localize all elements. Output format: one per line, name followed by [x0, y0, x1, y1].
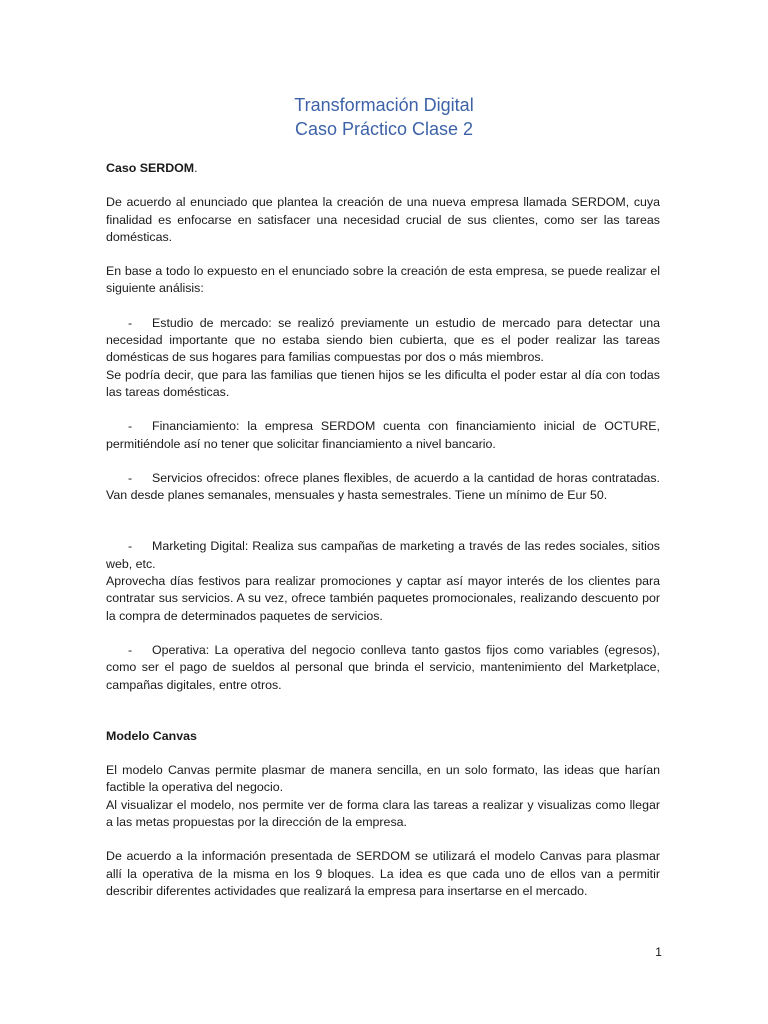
bullet-continuation: Aprovecha días festivos para realizar promociones y captar así mayor interés de los clientes para contratar sus servicios. A su vez, ofrece también paquetes promocionales, realizando descuento por la compra de determinados paquetes de servicios. — [106, 574, 660, 623]
section-heading-canvas: Modelo Canvas — [106, 728, 197, 743]
page-number: 1 — [655, 945, 662, 959]
document-body — [106, 160, 660, 900]
bullet-text: Servicios ofrecidos: ofrece planes flexibles, de acuerdo a la cantidad de horas contratadas. Van desde planes semanales, mensuales y hasta semestrales. Tiene un mínimo de Eur 50. — [106, 470, 660, 503]
paragraph-analysis-intro: En base a todo lo expuesto en el enunciado sobre la creación de esta empresa, se puede realizar el siguiente análisis: — [106, 264, 660, 296]
section-heading-caso — [106, 160, 660, 177]
title-line-2: Caso Práctico Clase 2 — [294, 119, 474, 139]
bullet-item — [106, 642, 660, 694]
heading-text: Caso SERDOM — [106, 161, 195, 175]
bullet-dash: - — [128, 315, 133, 330]
bullet-item — [106, 315, 660, 367]
bullet-dash: - — [128, 470, 133, 485]
heading-period: . — [194, 161, 198, 175]
paragraph-canvas-intro: El modelo Canvas permite plasmar de manera sencilla, en un solo formato, las ideas que harían factible la operativa del negocio. — [106, 763, 660, 795]
bullet-text: Estudio de mercado: se realizó previamente un estudio de mercado para detectar una necesidad importante que no estaba siendo bien cubierta, que es el poder realizar las tareas domésticas de sus hogares para familias compuestas por dos o más miembros. — [106, 315, 660, 365]
paragraph-intro: De acuerdo al enunciado que plantea la creación de una nueva empresa llamada SERDOM, cuya finalidad es enfocarse en satisfacer una necesidad crucial de sus clientes, como ser las tareas domésticas. — [106, 195, 660, 244]
bullet-item — [106, 538, 660, 573]
bullet-continuation: Se podría decir, que para las familias que tienen hijos se les dificulta el poder estar al día con todas las tareas domésticas. — [106, 367, 660, 399]
bullet-dash: - — [128, 642, 133, 657]
bullet-dash: - — [128, 419, 133, 434]
paragraph-canvas-blocks: De acuerdo a la información presentada de SERDOM se utilizará el modelo Canvas para plasmar allí la operativa de la misma en los 9 bloques. La idea es que cada uno de ellos van a permitir describir diferentes actividades que realizará la empresa para insertarse en el mercado. — [106, 849, 660, 898]
paragraph-canvas-visualize: Al visualizar el modelo, nos permite ver de forma clara las tareas a realizar y visualizas como llegar a las metas propuestas por la dirección de la empresa. — [106, 797, 660, 830]
bullet-text: Marketing Digital: Realiza sus campañas de marketing a través de las redes sociales, sitios web, etc. — [106, 539, 660, 571]
bullet-item — [106, 470, 660, 505]
document-title — [0, 93, 768, 141]
bullet-text: Financiamiento: la empresa SERDOM cuenta con financiamiento inicial de OCTURE, permitiéndole así no tener que solicitar financiamiento a nivel bancario. — [106, 419, 660, 451]
bullet-dash: - — [128, 539, 133, 554]
bullet-text: Operativa: La operativa del negocio conlleva tanto gastos fijos como variables (egresos), como ser el pago de sueldos al personal que brinda el servicio, mantenimiento del Marketplace, campañas digitales, entre otros. — [106, 642, 660, 692]
bullet-item — [106, 418, 660, 453]
title-line-1: Transformación Digital — [294, 95, 474, 115]
